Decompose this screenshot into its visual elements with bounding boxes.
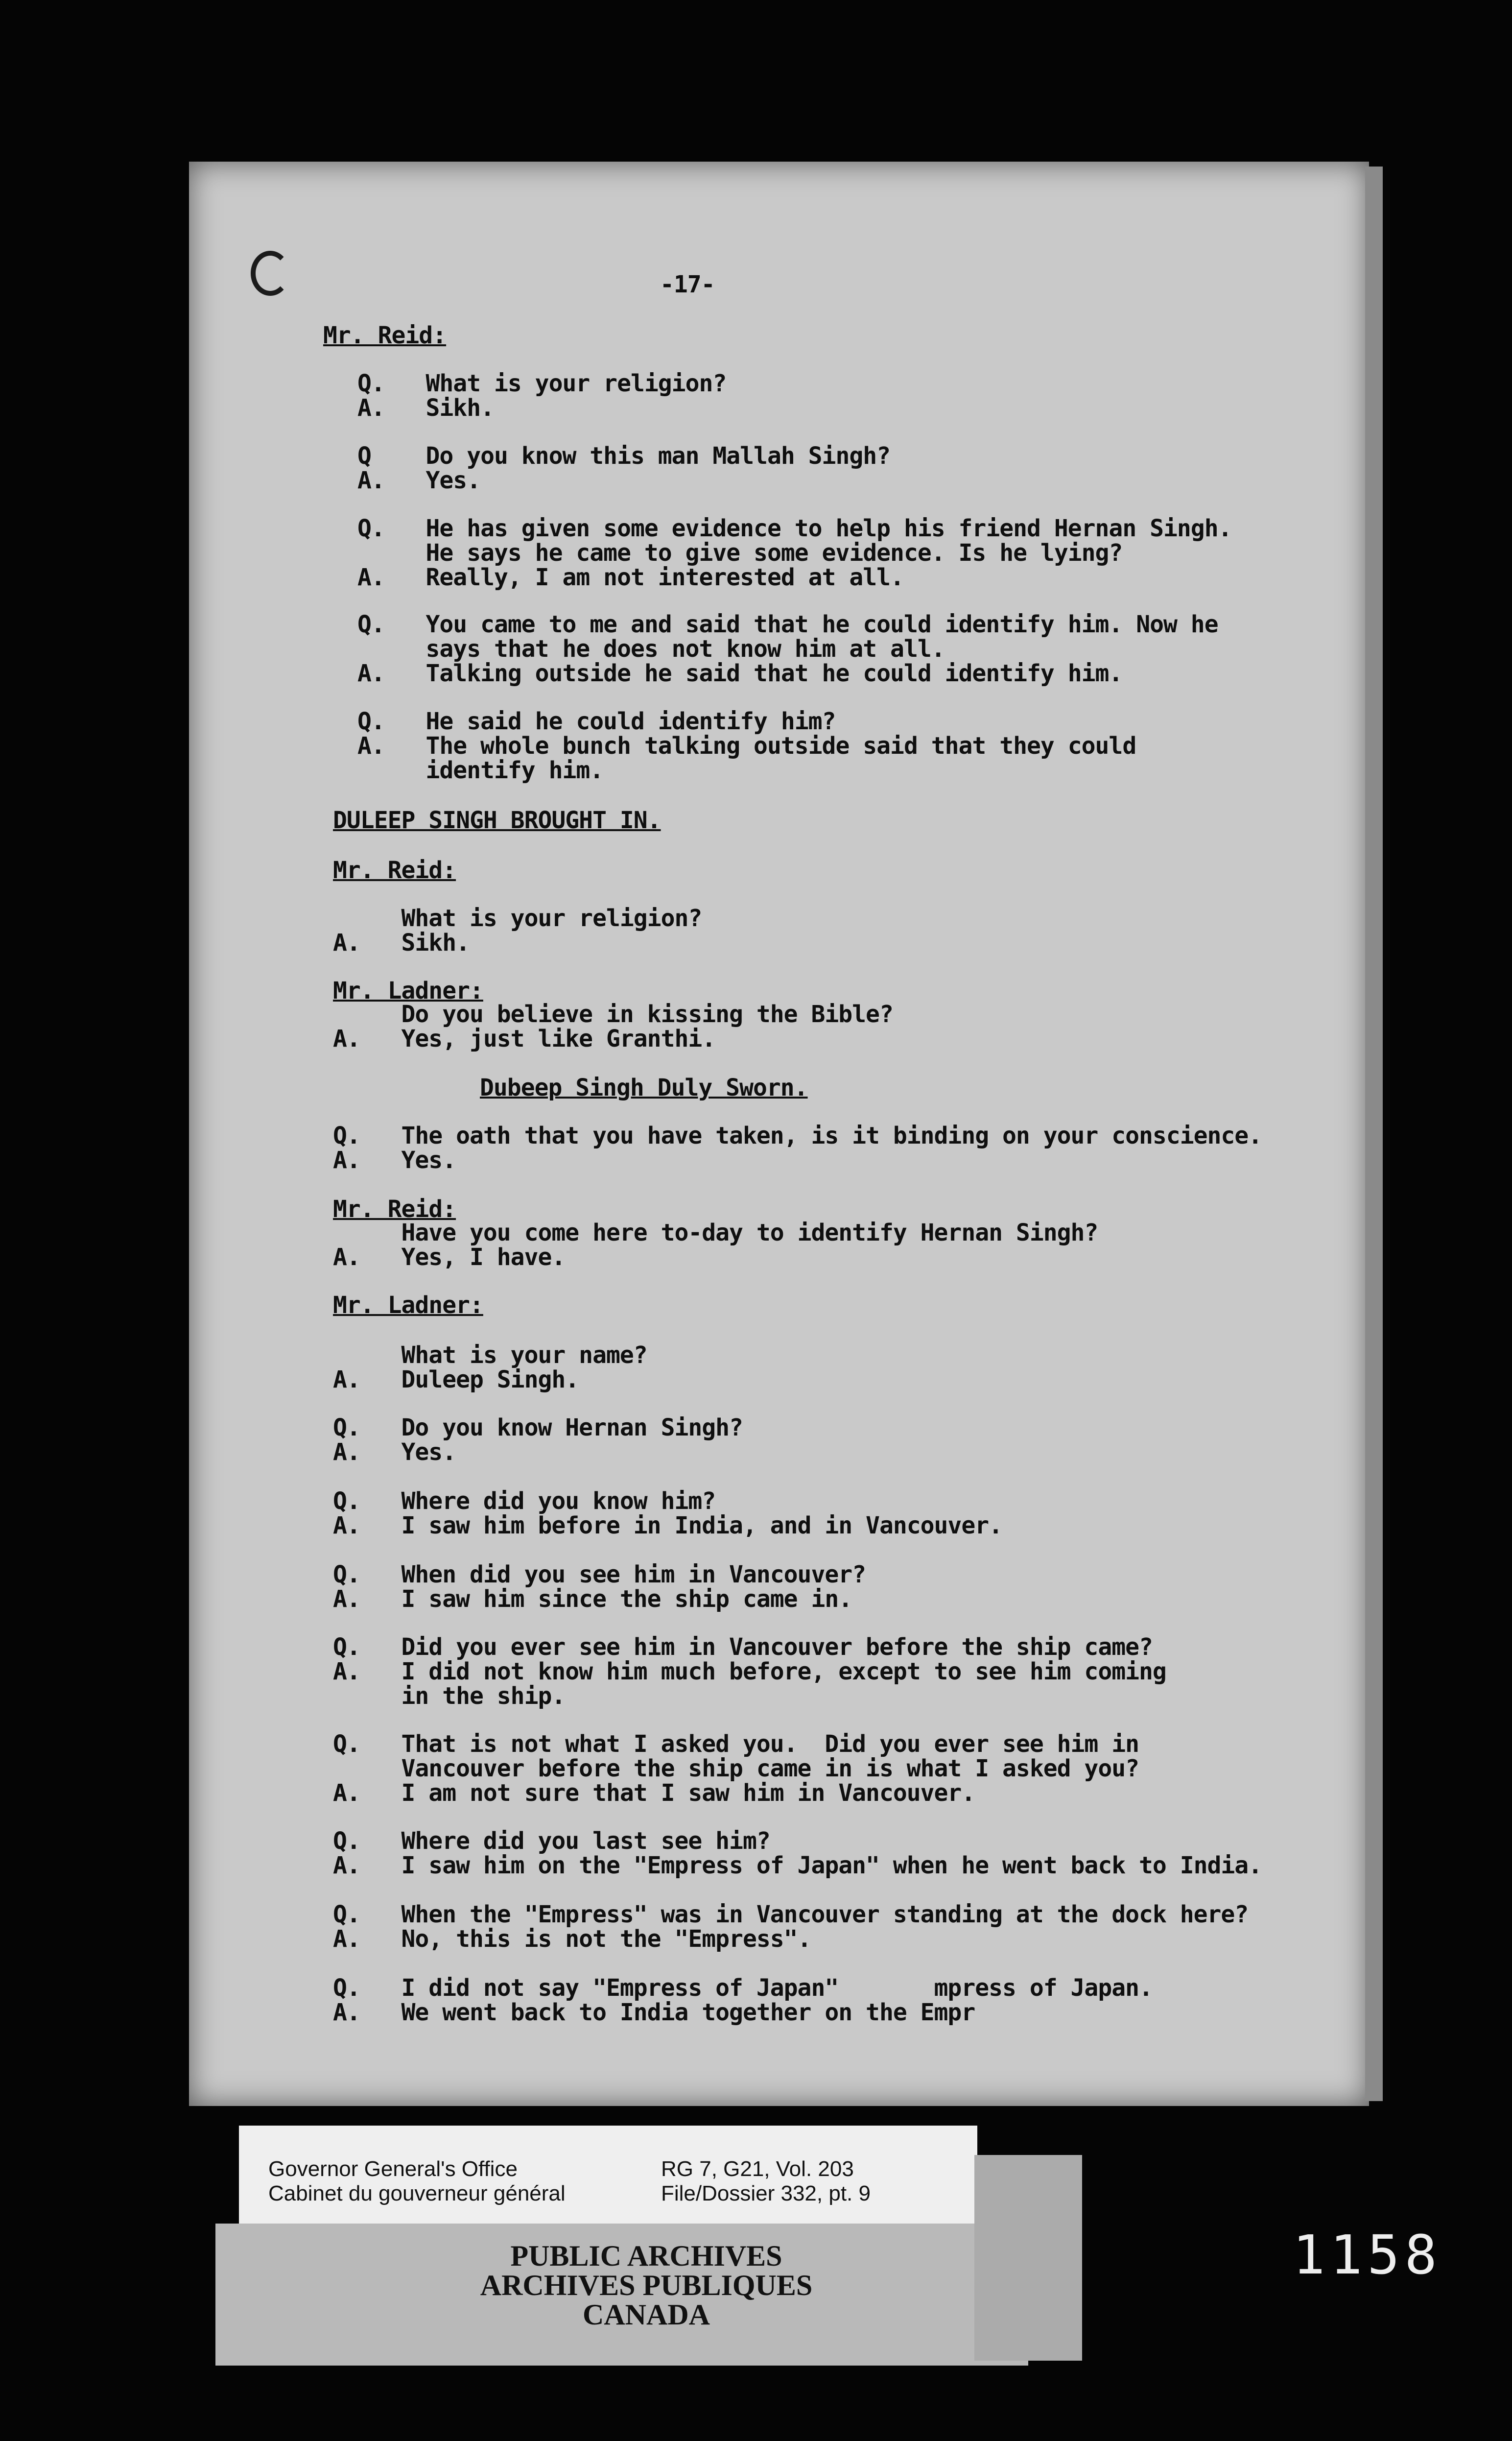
speaker-heading: Mr. Reid: <box>333 1196 456 1223</box>
stamp-line-country: CANADA <box>583 2298 710 2331</box>
archive-reference: RG 7, G21, Vol. 203 <box>661 2157 854 2181</box>
qa-block: What is your religion? A. Sikh. <box>333 905 702 957</box>
archive-office-fr: Cabinet du gouverneur général <box>268 2181 566 2205</box>
frame-number: 1158 <box>1293 2224 1442 2286</box>
qa-block: Q. Where did you know him? A. I saw him before in India, and in Vancouver. <box>333 1487 1003 1539</box>
qa-block: Q. When the "Empress" was in Vancouver standing at the dock here? A. No, this is not the "Empress". <box>333 1901 1249 1953</box>
qa-block: Have you come here to-day to identify Hernan Singh? A. Yes, I have. <box>333 1219 1098 1271</box>
archive-file: File/Dossier 332, pt. 9 <box>661 2181 871 2205</box>
qa-block: Do you believe in kissing the Bible? A. Yes, just like Granthi. <box>333 1001 893 1053</box>
qa-block: Q. I did not say "Empress of Japan" mpress of Japan. A. We went back to India together on the Empr <box>333 1974 1153 2026</box>
qa-block: Q. Where did you last see him? A. I saw him on the "Empress of Japan" when he went back to India. <box>333 1827 1262 1879</box>
qa-block: Q. The oath that you have taken, is it binding on your conscience. A. Yes. <box>333 1122 1262 1174</box>
qa-block: What is your name? A. Duleep Singh. <box>333 1341 647 1393</box>
stamp-line-en: PUBLIC ARCHIVES <box>510 2240 782 2272</box>
speaker-heading: Mr. Reid: <box>333 857 456 884</box>
qa-block: Q. He has given some evidence to help his friend Hernan Singh. He says he came to give some evidence. Is he lying? A. Really, I am not interested at all. <box>357 515 1232 591</box>
qa-block: Q. Do you know Hernan Singh? A. Yes. <box>333 1414 743 1466</box>
stamp-panel-edge <box>974 2155 1082 2361</box>
qa-block: Q. When did you see him in Vancouver? A. I saw him since the ship came in. <box>333 1561 866 1613</box>
page-edge <box>1365 167 1383 2101</box>
speaker-heading: Mr. Ladner: <box>333 1292 483 1319</box>
archive-office-en: Governor General's Office <box>268 2157 518 2181</box>
qa-block: Q. Did you ever see him in Vancouver before the ship came? A. I did not know him much before, except to see him coming in the ship. <box>333 1633 1166 1710</box>
section-heading: DULEEP SINGH BROUGHT IN. <box>333 807 661 834</box>
qa-block: Q. What is your religion? A. Sikh. <box>357 370 727 422</box>
speaker-heading: Mr. Ladner: <box>333 977 483 1005</box>
qa-block: Q. That is not what I asked you. Did you ever see him in Vancouver before the ship came in is what I asked you? A. I am not sure that I saw him in Vancouver. <box>333 1730 1139 1807</box>
stamp-line-fr: ARCHIVES PUBLIQUES <box>480 2269 813 2301</box>
punch-hole-icon <box>251 251 290 296</box>
qa-block: Q. You came to me and said that he could identify him. Now he says that he does not know him at all. A. Talking outside he said that he could identify him. <box>357 611 1218 687</box>
page-number: -17- <box>660 271 715 298</box>
speaker-heading: Mr. Reid: <box>323 322 447 349</box>
qa-block: Q. He said he could identify him? A. The whole bunch talking outside said that they could identify him. <box>357 708 1136 784</box>
qa-block: Q Do you know this man Mallah Singh? A. Yes. <box>357 442 891 494</box>
sworn-heading: Dubeep Singh Duly Sworn. <box>480 1074 808 1101</box>
